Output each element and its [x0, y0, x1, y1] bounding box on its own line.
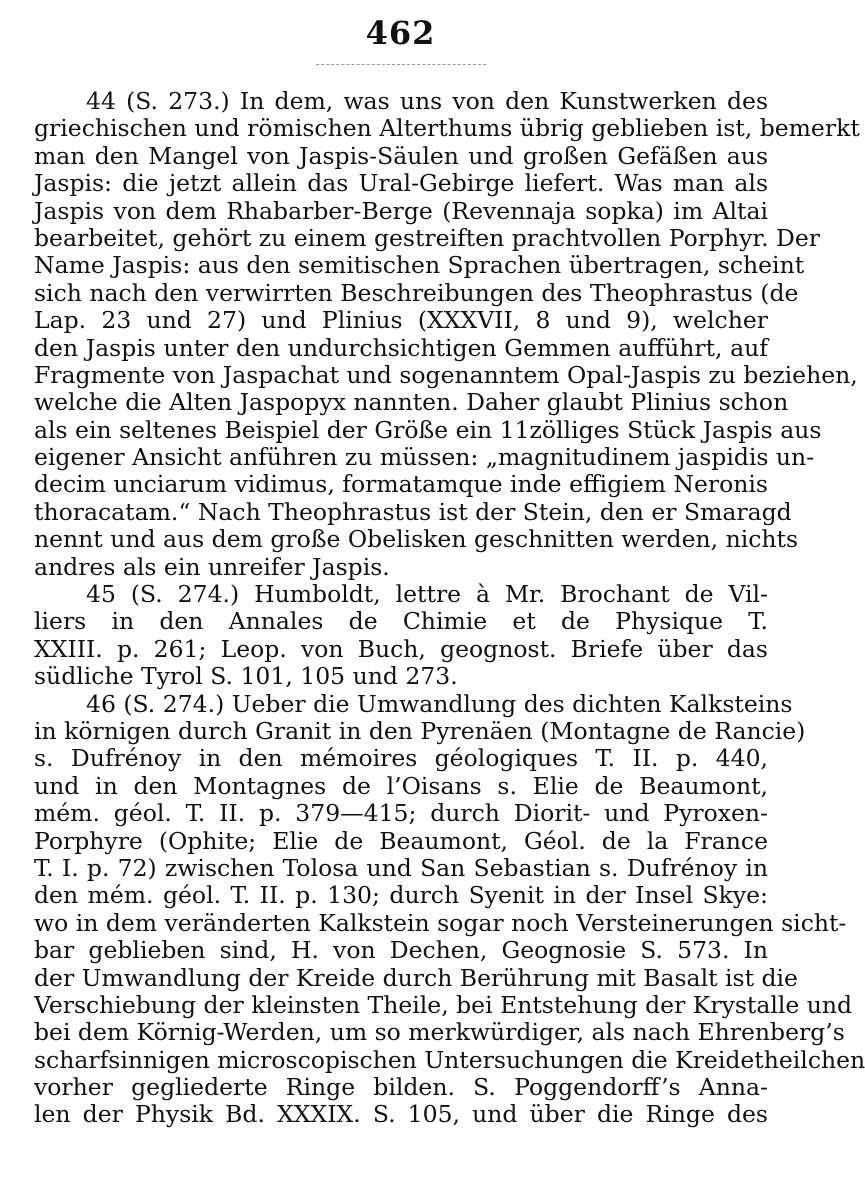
text-line: Porphyre (Ophite; Elie de Beaumont, Géol. de la France: [34, 826, 768, 855]
text-line: in körnigen durch Granit in den Pyrenäen (Montagne de Rancie): [34, 716, 806, 745]
text-line: den mém. géol. T. II. p. 130; durch Syenit in der Insel Skye:: [34, 881, 768, 910]
text-line: andres als ein unreifer Jaspis.: [34, 552, 390, 581]
text-line: Fragmente von Jaspachat und sogenanntem Opal-Jaspis zu beziehen,: [34, 360, 858, 389]
text-line: Jaspis von dem Rhabarber-Berge (Revennaja sopka) im Altai: [34, 196, 768, 225]
text-line: liers in den Annales de Chimie et de Physique T.: [34, 607, 768, 636]
text-line: vorher gegliederte Ringe bilden. S. Poggendorff’s Anna-: [34, 1073, 768, 1102]
text-line: welche die Alten Jaspopyx nannten. Daher glaubt Plinius schon: [34, 388, 789, 417]
footnote-start-line: 44 (S. 273.) In dem, was uns von den Kunstwerken des: [86, 87, 768, 115]
page-number: 462: [365, 14, 436, 52]
footnote-start-line: 45 (S. 274.) Humboldt, lettre à Mr. Brochant de Vil-: [86, 580, 768, 609]
text-line: nennt und aus dem große Obelisken geschnitten werden, nichts: [34, 525, 799, 554]
text-line: s. Dufrénoy in den mémoires géologiques T. II. p. 440,: [34, 744, 768, 773]
text-line: wo in dem veränderten Kalkstein sogar noch Versteinerungen sicht-: [34, 908, 847, 937]
text-line: sich nach den verwirrten Beschreibungen des Theophrastus (de: [34, 278, 799, 307]
text-line: Verschiebung der kleinsten Theile, bei Entstehung der Krystalle und: [34, 990, 853, 1019]
text-line: decim unciarum vidimus, formatamque inde effigiem Neronis: [34, 470, 768, 499]
text-line: Name Jaspis: aus den semitischen Sprachen übertragen, scheint: [34, 251, 805, 280]
text-line: bei dem Körnig-Werden, um so merkwürdiger, als nach Ehrenberg’s: [34, 1018, 845, 1047]
footnote-start-line: 46 (S. 274.) Ueber die Umwandlung des dichten Kalksteins: [86, 689, 793, 718]
text-line: Lap. 23 und 27) und Plinius (XXXVII, 8 und 9), welcher: [34, 306, 768, 335]
text-line: len der Physik Bd. XXXIX. S. 105, und über die Ringe des: [34, 1100, 768, 1129]
text-line: südliche Tyrol S. 101, 105 und 273.: [34, 662, 458, 691]
text-line: und in den Montagnes de l’Oisans s. Elie de Beaumont,: [34, 771, 768, 800]
text-line: thoracatam.“ Nach Theophrastus ist der Stein, den er Smaragd: [34, 497, 792, 526]
footnotes-text-block: [34, 87, 865, 1129]
text-line: den Jaspis unter den undurchsichtigen Gemmen aufführt, auf: [34, 333, 768, 362]
text-line: T. I. p. 72) zwischen Tolosa und San Sebastian s. Dufrénoy in: [34, 853, 768, 882]
text-line: bar geblieben sind, H. von Dechen, Geognosie S. 573. In: [34, 936, 768, 965]
text-line: man den Mangel von Jaspis-Säulen und großen Gefäßen aus: [34, 141, 768, 170]
text-line: als ein seltenes Beispiel der Größe ein 11zölliges Stück Jaspis aus: [34, 415, 822, 444]
text-line: XXIII. p. 261; Leop. von Buch, geognost. Briefe über das: [34, 634, 768, 663]
text-line: griechischen und römischen Alterthums übrig geblieben ist, bemerkt: [34, 114, 860, 143]
text-line: eigener Ansicht anführen zu müssen: „magnitudinem jaspidis un-: [34, 443, 815, 472]
header-rule: [316, 64, 486, 65]
text-line: bearbeitet, gehört zu einem gestreiften prachtvollen Porphyr. Der: [34, 223, 821, 252]
text-line: der Umwandlung der Kreide durch Berührung mit Basalt ist die: [34, 963, 798, 992]
text-line: Jaspis: die jetzt allein das Ural-Gebirge liefert. Was man als: [34, 169, 768, 198]
text-line: scharfsinnigen microscopischen Untersuchungen die Kreidetheilchen: [34, 1045, 865, 1074]
text-line: mém. géol. T. II. p. 379—415; durch Diorit- und Pyroxen-: [34, 799, 768, 828]
